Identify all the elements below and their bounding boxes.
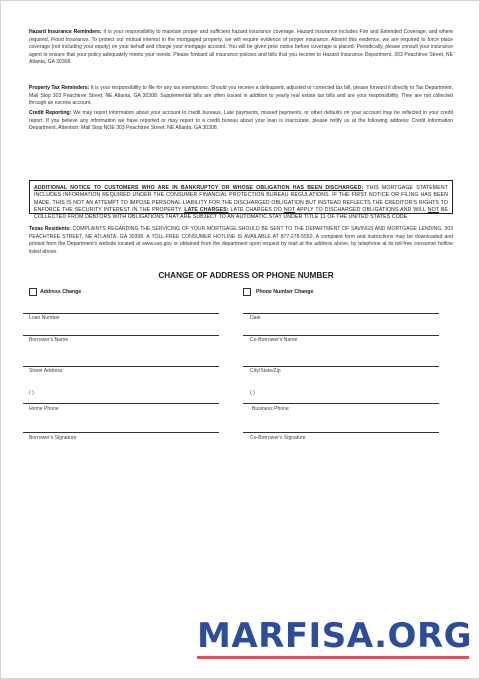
coborrower-signature-field[interactable]: [243, 432, 439, 433]
credit-text: We may report information about your account to credit bureaus. Late payments, missed payments, or other defaults on your account may be reflected in your credit report. If you believe any information we have reported or may report to a credit bureau about your loan is inaccurate, please notify us at the following address: Credit Information Department, Attention: Mail Stop NOE 303 Peachtree Street, NE Atlanta, GA 30308.: [29, 110, 453, 132]
hazard-text: It is your responsibility to maintain proper and sufficient hazard insurance coverage. Hazard insurance includes Fire and Extended Coverage, and where required, Flood Insurance. To protect our mutual interest in the mortgaged property, we will require evidence of proper insurance. Absent this evidence, we are required to force place coverage (not including your equity) on your behalf and charge your mortgage account. You will be given prior notice before coverage is placed. Periodically, please consult your insurance agent to ensure that your policy adequately meets your needs. Please forward all insurance policies and bills that you receive to Hazard Insurance Department, 303 Peachtree Street, NE Atlanta, GA 30308.: [29, 29, 453, 66]
logo-underline-bar: [197, 656, 469, 659]
notice-heading: ADDITIONAL NOTICE TO CUSTOMERS WHO ARE IN BANKRUPTCY OR WHOSE OBLIGATION HAS BEEN DISCHARGED:: [34, 185, 364, 191]
borrower-name-field[interactable]: [23, 335, 219, 336]
home-phone-field[interactable]: [23, 403, 219, 404]
phone-change-label: Phone Number Change: [256, 289, 314, 295]
hazard-heading: Hazard Insurance Reminders:: [29, 29, 102, 35]
borrower-signature-field[interactable]: [23, 432, 219, 433]
coborrower-name-label: Co-Borrower's Name: [250, 337, 298, 343]
home-area-code-parens: ( ): [29, 390, 34, 396]
property-tax-text: It is your responsibility to file for any tax exemptions. Should you receive a delinquent, adjusted or corrected tax bill, please forward it directly to Tax Department, Mail Stop 303 Peachtree Street, NE Atlanta, GA 30308. Supplemental bills are often issued in addition to yearly real estate tax bills and are your responsibility. They are not collected through an escrow account.: [29, 85, 453, 107]
business-area-code-parens: ( ): [250, 390, 255, 396]
bankruptcy-notice-box: [29, 180, 453, 221]
loan-number-field[interactable]: [23, 313, 219, 314]
texas-text: COMPLAINTS REGARDING THE SERVICING OF YOUR MORTGAGE SHOULD BE SENT TO THE DEPARTMENT OF SAVINGS AND MORTGAGE LENDING, 303 PEACHTREE STREET, NE ATLANTA, GA 30308. A TOLL-FREE CONSUMER HOTLINE IS AVAILABLE AT 877-276-5550. A complaint form and instructions may be downloaded and printed from the Department's website located at www.sso.gov or obtained from the department upon request by mail at the address above, by telephone at its toll-free consumer hotline listed above.: [29, 226, 453, 255]
notice-text-part: BE COLLECTED FROM DEBTORS WITH OBLIGATIONS THAT ARE SUBJECT TO AN AUTOMATIC STAY UNDER TITLE 11 OF THE UNITED STATES CODE.: [34, 206, 449, 221]
hazard-insurance-paragraph: [29, 29, 453, 67]
notice-text-part: LATE CHARGES DO: [228, 206, 284, 213]
notice-not-emphasis: NOT: [283, 206, 296, 213]
borrower-signature-label: Borrower's Signature: [29, 435, 77, 441]
texas-heading: Texas Residents:: [29, 226, 71, 232]
phone-change-checkbox[interactable]: [243, 288, 251, 296]
bankruptcy-notice-text: [34, 185, 448, 221]
change-form-title: CHANGE OF ADDRESS OR PHONE NUMBER: [158, 271, 334, 280]
business-phone-field[interactable]: [243, 403, 439, 404]
logo-text: MARFISA.ORG: [197, 616, 473, 656]
date-field[interactable]: [243, 313, 439, 314]
street-address-field[interactable]: [23, 366, 219, 367]
address-change-label: Address Change: [40, 289, 82, 295]
credit-heading: Credit Reporting:: [29, 110, 72, 116]
credit-reporting-paragraph: [29, 110, 453, 133]
street-address-label: Street Address: [29, 368, 63, 374]
property-tax-paragraph: [29, 85, 453, 108]
notice-text-part: THIS MORTGAGE STATEMENT INCLUDES INFORMATION REQUIRED UNDER THE CONSUMER FINANCIAL PROTECTION BUREAU REGULATIONS. IF THE FIRST NOTICE OR FILING HAS BEEN MADE, THIS IS NOT AN ATTEMPT TO IMPOSE PERSONAL LIABILITY FOR THE DISCHARGED OBLIGATION BUT INSTEAD REFLECTS THE CREDITOR'S RIGHTS TO ENFORCE THE SECURITY INTEREST IN THE PROPERTY.: [34, 185, 448, 213]
property-tax-heading: Property Tax Reminders:: [29, 85, 90, 91]
date-label: Date: [250, 315, 261, 321]
coborrower-signature-label: Co-Borrower's Signature: [250, 435, 306, 441]
loan-number-label: Loan Number: [29, 315, 60, 321]
late-charges-heading: LATE CHARGES:: [184, 206, 229, 213]
notice-text-part: APPLY TO DISCHARGED OBLIGATIONS AND WILL: [295, 206, 428, 213]
marfisa-logo: [197, 616, 473, 661]
business-phone-label: Business Phone: [252, 406, 289, 412]
borrower-name-label: Borrower's Name: [29, 337, 69, 343]
city-state-zip-field[interactable]: [243, 366, 439, 367]
texas-residents-paragraph: [29, 226, 453, 256]
city-state-zip-label: City/State/Zip: [250, 368, 281, 374]
address-change-checkbox[interactable]: [29, 288, 37, 296]
notice-not-emphasis: NOT: [427, 206, 439, 213]
home-phone-label: Home Phone: [29, 406, 59, 412]
coborrower-name-field[interactable]: [243, 335, 439, 336]
